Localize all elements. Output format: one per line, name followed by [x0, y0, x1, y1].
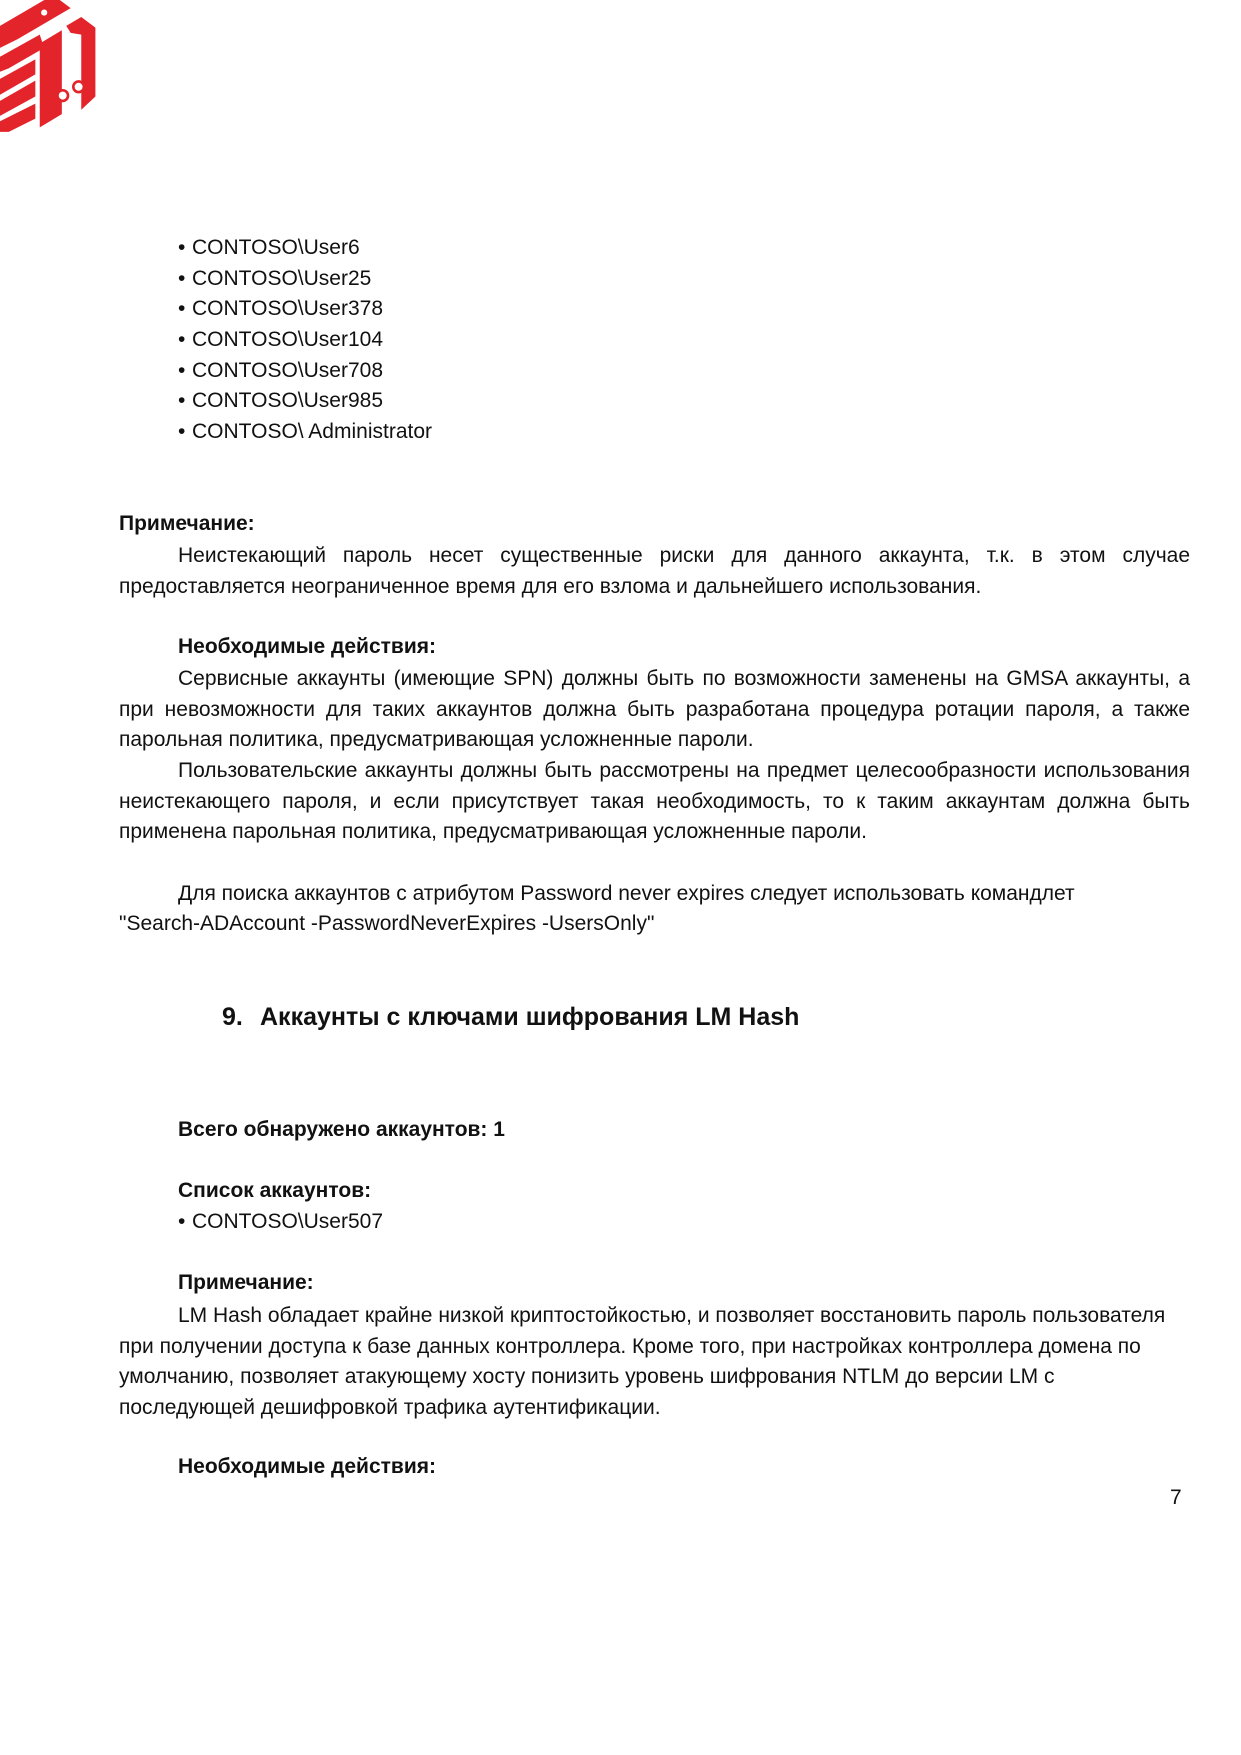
actions-label: Необходимые действия: — [178, 635, 436, 658]
account-name: CONTOSO\User6 — [192, 236, 360, 259]
bullet: • — [178, 297, 186, 321]
list-item — [178, 294, 432, 325]
bullet: • — [178, 266, 186, 290]
account-list — [178, 233, 432, 448]
list-item — [178, 264, 432, 295]
account-name: CONTOSO\User378 — [192, 297, 383, 321]
note-text: Неистекающий пароль несет существенные риски для данного аккаунта, т.к. в этом случае предоставляется неограниченное время для его взлома и дальнейшего использования. — [119, 544, 1190, 598]
list-item — [178, 356, 432, 387]
section-title: Аккаунты с ключами шифрования LM Hash — [260, 1003, 800, 1031]
account-name: CONTOSO\User708 — [192, 358, 383, 382]
bullet: • — [178, 1210, 186, 1233]
note-label: Примечание: — [178, 1271, 314, 1294]
note-text: LM Hash обладает крайне низкой криптостойкостью, и позволяет восстановить пароль пользователя при получении доступа к базе данных контроллера. Кроме того, при настройках контроллера домена по умолчанию, позволяет атакующему хосту понизить уровень шифрования NTLM до версии LM с последующей дешифровкой трафика аутентификации. — [119, 1304, 1166, 1420]
section-number: 9. — [222, 1003, 243, 1031]
note-label: Примечание: — [119, 512, 255, 535]
account-name: CONTOSO\User507 — [192, 1210, 383, 1233]
page-number: 7 — [1170, 1486, 1182, 1509]
account-name: CONTOSO\User25 — [192, 266, 372, 290]
account-name: CONTOSO\User104 — [192, 328, 383, 352]
list-item — [178, 417, 432, 448]
command-text: "Search-ADAccount -PasswordNeverExpires -UsersOnly" — [119, 912, 655, 935]
list-item — [178, 386, 432, 417]
actions-paragraph-3: Для поиска аккаунтов с атрибутом Password never expires следует использовать командлет — [178, 882, 1075, 905]
actions-paragraph-1: Сервисные аккаунты (имеющие SPN) должны быть по возможности заменены на GMSA аккаунты, а при невозможности для таких аккаунтов должна быть разработана процедура ротации пароля, а также парольная политика, предусматривающая усложненные пароли. — [119, 667, 1190, 752]
bullet: • — [178, 328, 186, 352]
account-name: CONTOSO\User985 — [192, 389, 383, 413]
bullet: • — [178, 358, 186, 382]
account-list-label: Список аккаунтов: — [178, 1179, 372, 1202]
bullet: • — [178, 236, 186, 259]
list-item — [178, 325, 432, 356]
account-name: CONTOSO\ Administrator — [192, 420, 433, 444]
bullet: • — [178, 389, 186, 413]
bullet: • — [178, 420, 186, 444]
section-heading — [222, 1003, 799, 1032]
list-item — [178, 233, 432, 264]
actions-paragraph-2: Пользовательские аккаунты должны быть рассмотрены на предмет целесообразности использования неистекающего пароля, и если присутствует такая необходимость, то к таким аккаунтам должна быть применена парольная политика, предусматривающая усложненные пароли. — [119, 759, 1190, 844]
actions-label: Необходимые действия: — [178, 1455, 436, 1478]
total-accounts-label: Всего обнаружено аккаунтов: 1 — [178, 1118, 505, 1141]
list-item — [178, 1210, 383, 1234]
circuit-cube-logo-icon — [0, 0, 106, 140]
